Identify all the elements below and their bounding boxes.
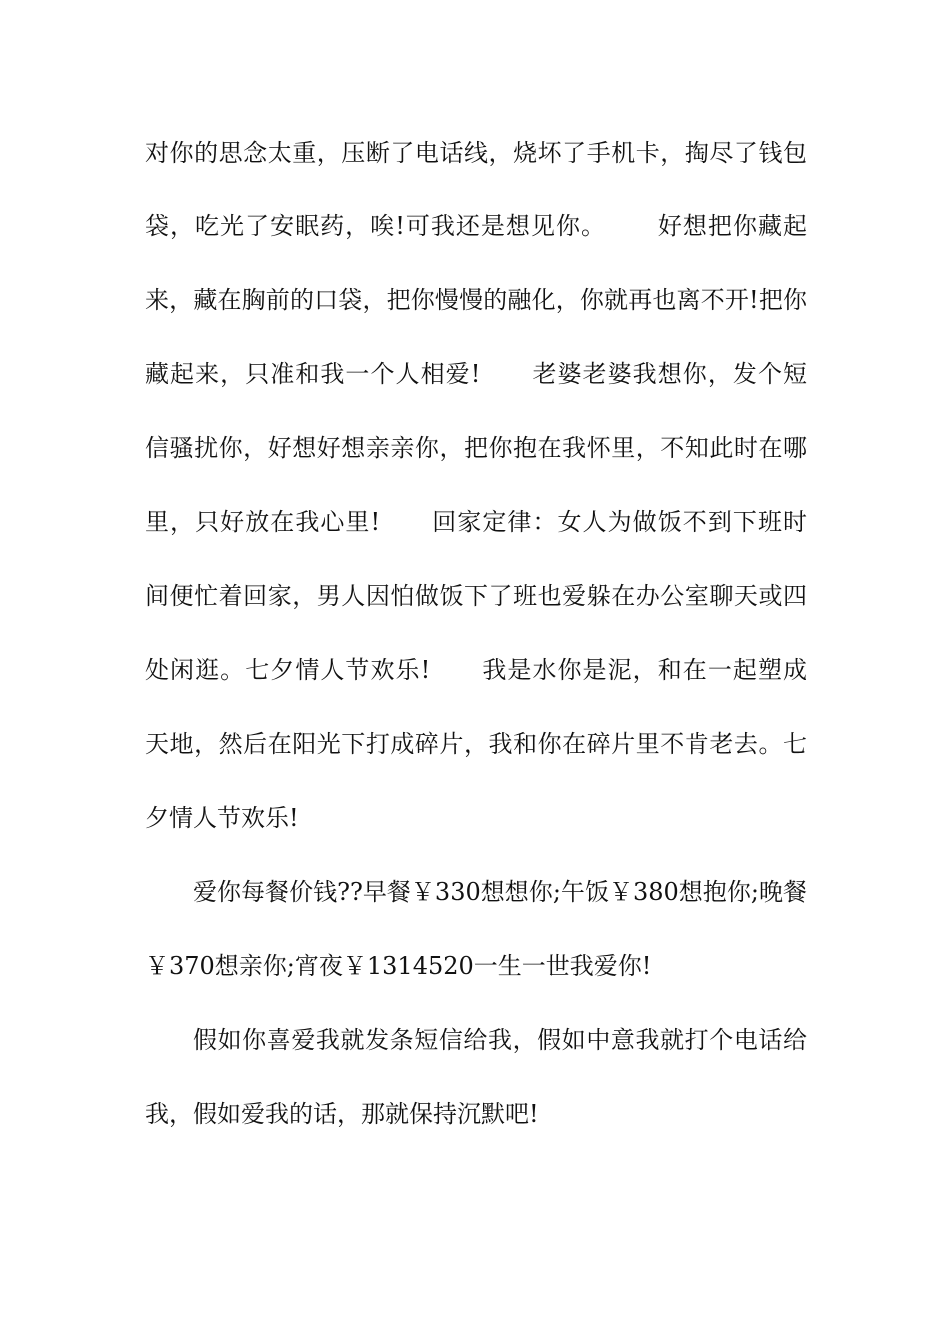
text-line: 对你的思念太重，压断了电话线，烧坏了手机卡，掏尽了钱包: [145, 139, 807, 167]
text-line: 间便忙着回家，男人因怕做饭下了班也爱躲在办公室聊天或四: [145, 582, 807, 610]
text-line: 夕情人节欢乐!: [145, 804, 299, 832]
text-line: 天地，然后在阳光下打成碎片，我和你在碎片里不肯老去。七: [145, 730, 807, 758]
text-line: 袋，吃光了安眠药，唉!可我还是想见你。 好想把你藏起: [145, 212, 807, 240]
text-line: 处闲逛。七夕情人节欢乐! 我是水你是泥，和在一起塑成: [145, 656, 807, 684]
text-line: 里，只好放在我心里! 回家定律：女人为做饭不到下班时: [145, 508, 807, 536]
text-line: 爱你每餐价钱??早餐￥330想想你;午饭￥380想抱你;晚餐: [193, 878, 807, 906]
text-line: 假如你喜爱我就发条短信给我，假如中意我就打个电话给: [193, 1026, 807, 1054]
text-line: 信骚扰你，好想好想亲亲你，把你抱在我怀里，不知此时在哪: [145, 434, 807, 462]
text-line: 来，藏在胸前的口袋，把你慢慢的融化，你就再也离不开!把你: [145, 286, 807, 314]
text-line: 藏起来，只准和我一个人相爱! 老婆老婆我想你，发个短: [145, 360, 807, 388]
text-line: ￥370想亲你;宵夜￥1314520一生一世我爱你!: [145, 952, 652, 980]
text-line: 我，假如爱我的话，那就保持沉默吧!: [145, 1100, 539, 1128]
